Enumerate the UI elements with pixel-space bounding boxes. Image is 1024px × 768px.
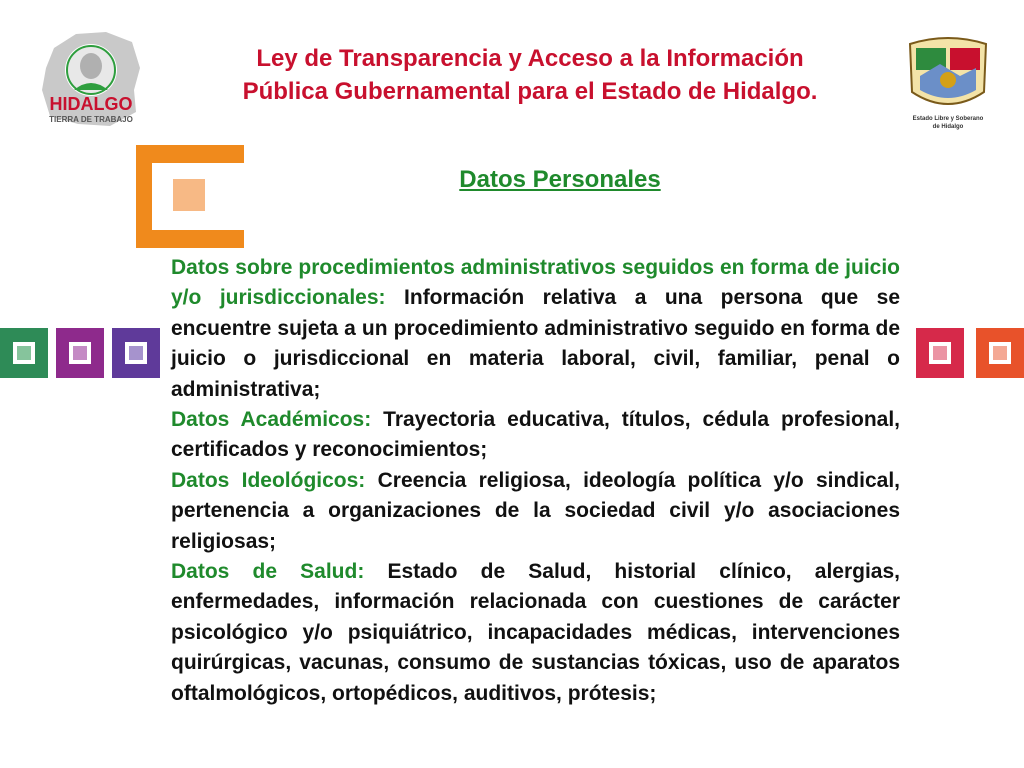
orange-bracket-decoration xyxy=(136,145,244,248)
title-line-1: Ley de Transparencia y Acceso a la Información xyxy=(256,45,804,72)
hidalgo-logo xyxy=(36,28,146,130)
definition-text: Trayectoria educativa, títulos, cédula profesional, certificados y reconocimientos; xyxy=(171,408,900,462)
definition-text: Información relativa a una persona que se encuentre sujeta a un procedimiento administrativo seguido en forma de juicio o jurisdiccional en materia laboral, civil, familiar, penal o administrativa; xyxy=(171,286,900,401)
definition-term: Datos sobre procedimientos administrativos seguidos en forma de juicio y/o jurisdiccionales: xyxy=(171,256,900,310)
green-tile-decoration xyxy=(0,328,48,378)
definition-item xyxy=(171,253,900,405)
definition-item xyxy=(171,466,900,557)
orange-red-tile-decoration xyxy=(976,328,1024,378)
page-title xyxy=(180,42,880,108)
logo-right-line2: de Hidalgo xyxy=(932,124,964,130)
logo-right-line1: Estado Libre y Soberano xyxy=(912,116,984,122)
logo-left-name: HIDALGO xyxy=(49,94,133,114)
definition-term: Datos de Salud: xyxy=(171,560,365,584)
coat-of-arms-logo xyxy=(902,36,994,136)
definition-item xyxy=(171,557,900,709)
personal-data-definitions xyxy=(171,253,900,709)
logo-left-tagline: TIERRA DE TRABAJO xyxy=(49,115,133,124)
section-title: Datos Personales xyxy=(459,166,661,193)
definition-text: Creencia religiosa, ideología política y/o sindical, pertenencia a organizaciones de la sociedad civil y/o asociaciones religiosas; xyxy=(171,468,900,553)
violet-tile-decoration xyxy=(112,328,160,378)
definition-term: Datos Ideológicos: xyxy=(171,468,366,492)
title-line-2: Pública Gubernamental para el Estado de Hidalgo. xyxy=(242,78,818,105)
crimson-tile-decoration xyxy=(916,328,964,378)
purple-tile-decoration xyxy=(56,328,104,378)
definition-item xyxy=(171,405,900,466)
definition-term: Datos Académicos: xyxy=(171,408,372,432)
definition-text: Estado de Salud, historial clínico, alergias, enfermedades, información relacionada con cuestiones de carácter psicológico y/o psiquiátrico, incapacidades médicas, intervenciones quirúrgicas, vacunas, consumo de sustancias tóxicas, uso de aparatos oftalmológicos, ortopédicos, auditivos, prótesis; xyxy=(171,560,900,705)
